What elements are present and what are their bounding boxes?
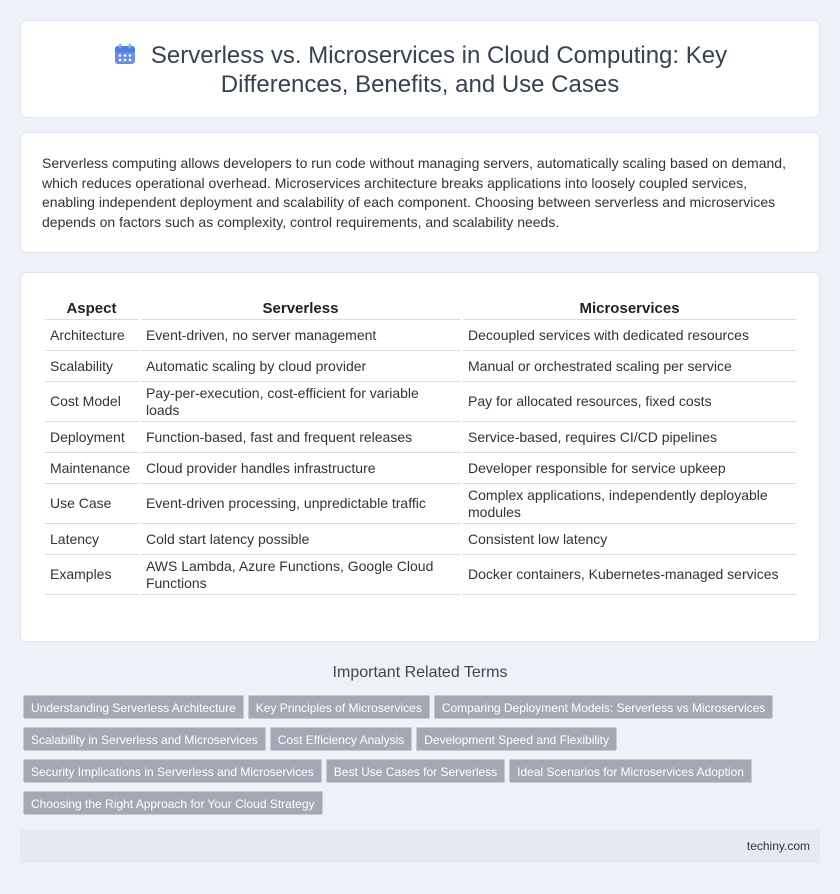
microservices-cell: Docker containers, Kubernetes-managed services bbox=[463, 555, 796, 595]
serverless-cell: Function-based, fast and frequent releases bbox=[141, 422, 460, 453]
header-microservices: Microservices bbox=[463, 295, 796, 320]
table-header-row bbox=[45, 295, 796, 320]
calendar-icon bbox=[113, 42, 137, 66]
serverless-cell: Pay-per-execution, cost-efficient for variable loads bbox=[141, 382, 460, 422]
table-row bbox=[45, 484, 796, 524]
related-term-tag[interactable]: Comparing Deployment Models: Serverless vs Microservices bbox=[434, 695, 773, 719]
serverless-cell: AWS Lambda, Azure Functions, Google Cloud Functions bbox=[141, 555, 460, 595]
comparison-card bbox=[20, 272, 820, 642]
footer-site-name[interactable]: techiny.com bbox=[746, 839, 810, 853]
microservices-cell: Pay for allocated resources, fixed costs bbox=[463, 382, 796, 422]
microservices-cell: Consistent low latency bbox=[463, 524, 796, 555]
microservices-cell: Decoupled services with dedicated resources bbox=[463, 320, 796, 351]
header-serverless: Serverless bbox=[141, 295, 460, 320]
footer bbox=[20, 830, 820, 863]
aspect-cell: Use Case bbox=[45, 484, 138, 524]
aspect-cell: Examples bbox=[45, 555, 138, 595]
related-term-tag[interactable]: Understanding Serverless Architecture bbox=[23, 695, 244, 719]
serverless-cell: Event-driven processing, unpredictable traffic bbox=[141, 484, 460, 524]
aspect-cell: Scalability bbox=[45, 351, 138, 382]
related-term-tag[interactable]: Scalability in Serverless and Microservices bbox=[23, 727, 266, 751]
microservices-cell: Manual or orchestrated scaling per service bbox=[463, 351, 796, 382]
related-term-tag[interactable]: Key Principles of Microservices bbox=[248, 695, 430, 719]
aspect-cell: Deployment bbox=[45, 422, 138, 453]
aspect-cell: Latency bbox=[45, 524, 138, 555]
microservices-cell: Developer responsible for service upkeep bbox=[463, 453, 796, 484]
table-row bbox=[45, 555, 796, 595]
related-term-tag[interactable]: Best Use Cases for Serverless bbox=[326, 759, 505, 783]
title-card bbox=[20, 20, 820, 118]
page-title bbox=[21, 41, 819, 99]
related-terms-list bbox=[23, 695, 823, 823]
aspect-cell: Maintenance bbox=[45, 453, 138, 484]
serverless-cell: Automatic scaling by cloud provider bbox=[141, 351, 460, 382]
table-row bbox=[45, 320, 796, 351]
page-title-text: Serverless vs. Microservices in Cloud Computing: Key Differences, Benefits, and Use Cases bbox=[150, 42, 728, 98]
related-terms-heading: Important Related Terms bbox=[332, 664, 508, 681]
related-term-tag[interactable]: Ideal Scenarios for Microservices Adoption bbox=[509, 759, 752, 783]
related-term-tag[interactable]: Cost Efficiency Analysis bbox=[270, 727, 413, 751]
serverless-cell: Event-driven, no server management bbox=[141, 320, 460, 351]
comparison-table bbox=[42, 295, 799, 595]
table-row bbox=[45, 453, 796, 484]
table-row bbox=[45, 422, 796, 453]
intro-paragraph: Serverless computing allows developers to run code without managing servers, automatically scaling based on demand, which reduces operational overhead. Microservices architecture breaks applications into loosely coupled services, enabling independent deployment and scalability of each component. Choosing between serverless and microservices depends on factors such as complexity, control requirements, and scalability needs. bbox=[42, 155, 786, 230]
related-term-tag[interactable]: Security Implications in Serverless and Microservices bbox=[23, 759, 322, 783]
related-term-tag[interactable]: Development Speed and Flexibility bbox=[416, 727, 617, 751]
header-aspect: Aspect bbox=[45, 295, 138, 320]
microservices-cell: Service-based, requires CI/CD pipelines bbox=[463, 422, 796, 453]
aspect-cell: Cost Model bbox=[45, 382, 138, 422]
serverless-cell: Cloud provider handles infrastructure bbox=[141, 453, 460, 484]
aspect-cell: Architecture bbox=[45, 320, 138, 351]
microservices-cell: Complex applications, independently deployable modules bbox=[463, 484, 796, 524]
table-row bbox=[45, 524, 796, 555]
table-row bbox=[45, 351, 796, 382]
related-term-tag[interactable]: Choosing the Right Approach for Your Cloud Strategy bbox=[23, 791, 323, 815]
intro-card bbox=[20, 132, 820, 253]
table-row bbox=[45, 382, 796, 422]
serverless-cell: Cold start latency possible bbox=[141, 524, 460, 555]
